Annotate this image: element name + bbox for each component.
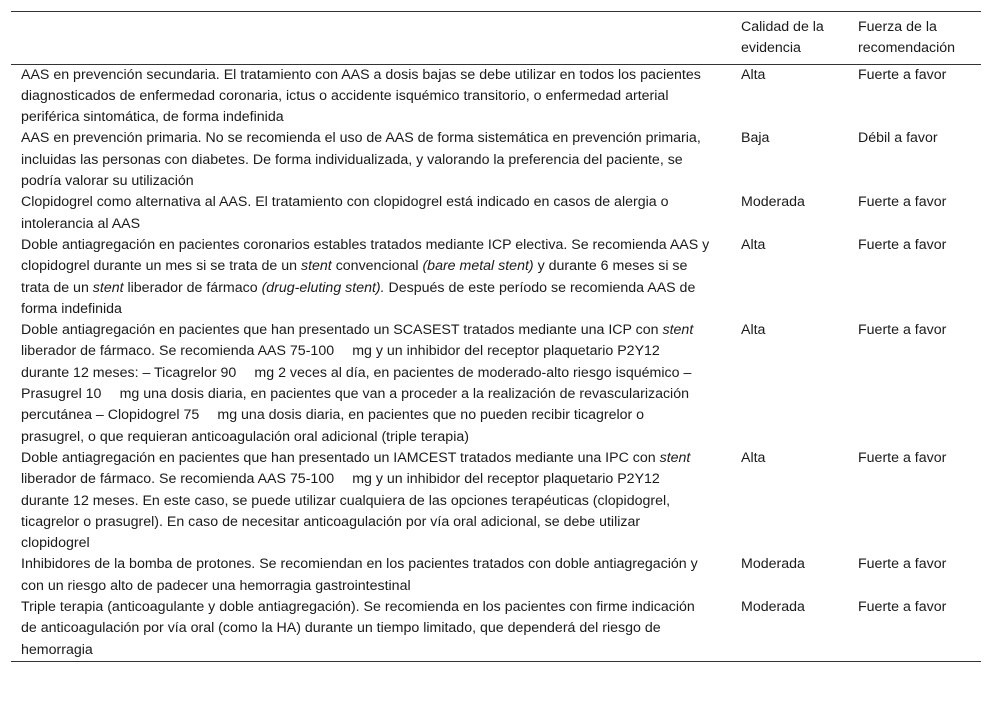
text-segment: Doble antiagregación en pacientes que han presentado un SCASEST tratados mediante una ICP con — [21, 322, 663, 339]
recommendation-strength: Débil a favor — [858, 130, 938, 147]
evidence-quality: Alta — [741, 449, 766, 466]
text-segment: y durante 6 meses si se trata de un — [21, 258, 688, 296]
text-segment: liberador de fármaco. Se recomienda AAS 75-100 mg y un inhibidor del receptor plaquetario P2Y12 durante 12 meses: – Ticagrelor 90 mg 2 veces al día, en pacientes de moderado-alto riesgo isquémico – Prasugrel 10 mg una dosis diaria, en pacientes que van a proceder a la realización de revascularización percutánea – Clopidogrel 75 mg una dosis diaria, en pacientes que no pueden recibir ticagrelor o prasugrel, o que requieran anticoagulación oral adicional (triple terapia) — [21, 343, 692, 445]
text-segment: Doble antiagregación en pacientes coronarios estables tratados mediante ICP electiva. Se recomienda AAS y clopidogrel durante un mes si se trata de un — [21, 236, 710, 275]
italic-term: stent — [300, 258, 332, 275]
table-row — [11, 320, 981, 448]
evidence-quality: Alta — [741, 322, 766, 339]
table-row — [11, 554, 981, 597]
recommendations-table-container — [11, 11, 981, 662]
table-row — [11, 64, 981, 128]
recommendation-strength: Fuerte a favor — [858, 194, 947, 211]
recommendation-strength: Fuerte a favor — [858, 66, 947, 83]
table-row — [11, 597, 981, 661]
table-row — [11, 235, 981, 320]
recommendation-description — [11, 554, 731, 597]
evidence-quality: Alta — [741, 236, 766, 253]
text-segment: AAS en prevención primaria. No se recomienda el uso de AAS de forma sistemática en prevención primaria, incluidas las personas con diabetes. De forma individualizada, y valorando la preferencia del paciente, se podría valorar su utilización — [21, 130, 701, 190]
recommendation-description — [11, 64, 731, 128]
italic-term: stent — [659, 449, 691, 466]
header-quality: Calidad de la evidencia — [741, 19, 824, 57]
header-strength: Fuerza de la recomendación — [858, 19, 956, 57]
italic-term: stent — [662, 322, 694, 339]
evidence-quality: Baja — [741, 130, 770, 147]
table-body — [11, 64, 981, 661]
text-segment: AAS en prevención secundaria. El tratamiento con AAS a dosis bajas se debe utilizar en todos los pacientes diagnosticados de enfermedad coronaria, ictus o accidente isquémico transitorio, o enfermedad arterial periférica sintomática, de forma indefinida — [21, 66, 701, 126]
italic-term: stent — [92, 279, 124, 296]
recommendation-description — [11, 597, 731, 661]
recommendation-description — [11, 320, 731, 448]
recommendation-description — [11, 448, 731, 554]
recommendation-strength: Fuerte a favor — [858, 449, 947, 466]
table-row — [11, 128, 981, 192]
recommendations-table — [11, 11, 981, 662]
recommendation-description — [11, 192, 731, 235]
text-segment: Triple terapia (anticoagulante y doble antiagregación). Se recomienda en los pacientes con firme indicación de anticoagulación por vía oral (como la HA) durante un tiempo limitado, que dependerá del riesgo de hemorragia — [21, 599, 695, 658]
text-segment: convencional — [331, 258, 423, 275]
text-segment: Clopidogrel como alternativa al AAS. El tratamiento con clopidogrel está indicado en casos de alergia o intolerancia al AAS — [21, 194, 669, 232]
text-segment: Después de este período se recomienda AAS de forma indefinida — [21, 279, 696, 317]
evidence-quality: Moderada — [741, 599, 805, 616]
italic-term: (bare metal stent) — [422, 258, 534, 275]
header-description — [11, 12, 731, 65]
table-row — [11, 448, 981, 554]
text-segment: liberador de fármaco — [123, 279, 262, 296]
recommendation-strength: Fuerte a favor — [858, 599, 947, 616]
text-segment: Doble antiagregación en pacientes que han presentado un IAMCEST tratados mediante una IPC con — [21, 449, 660, 466]
text-segment: liberador de fármaco. Se recomienda AAS 75-100 mg y un inhibidor del receptor plaquetario P2Y12 durante 12 meses. En este caso, se puede utilizar cualquiera de las opciones terapéuticas (clopidogrel, ticagrelor o prasugrel). En caso de necesitar anticoagulación por vía oral adicional, se debe utilizar clopidogrel — [21, 471, 671, 552]
text-segment: Inhibidores de la bomba de protones. Se recomiendan en los pacientes tratados con doble antiagregación y con un riesgo alto de padecer una hemorragia gastrointestinal — [21, 556, 698, 594]
evidence-quality: Alta — [741, 66, 766, 83]
recommendation-strength: Fuerte a favor — [858, 322, 947, 339]
table-header — [11, 12, 981, 65]
table-row — [11, 192, 981, 235]
evidence-quality: Moderada — [741, 556, 805, 573]
recommendation-description — [11, 128, 731, 192]
recommendation-strength: Fuerte a favor — [858, 556, 947, 573]
recommendation-strength: Fuerte a favor — [858, 236, 947, 253]
evidence-quality: Moderada — [741, 194, 805, 211]
header-row — [11, 12, 981, 65]
italic-term: (drug-eluting stent). — [261, 279, 385, 296]
recommendation-description — [11, 235, 731, 320]
